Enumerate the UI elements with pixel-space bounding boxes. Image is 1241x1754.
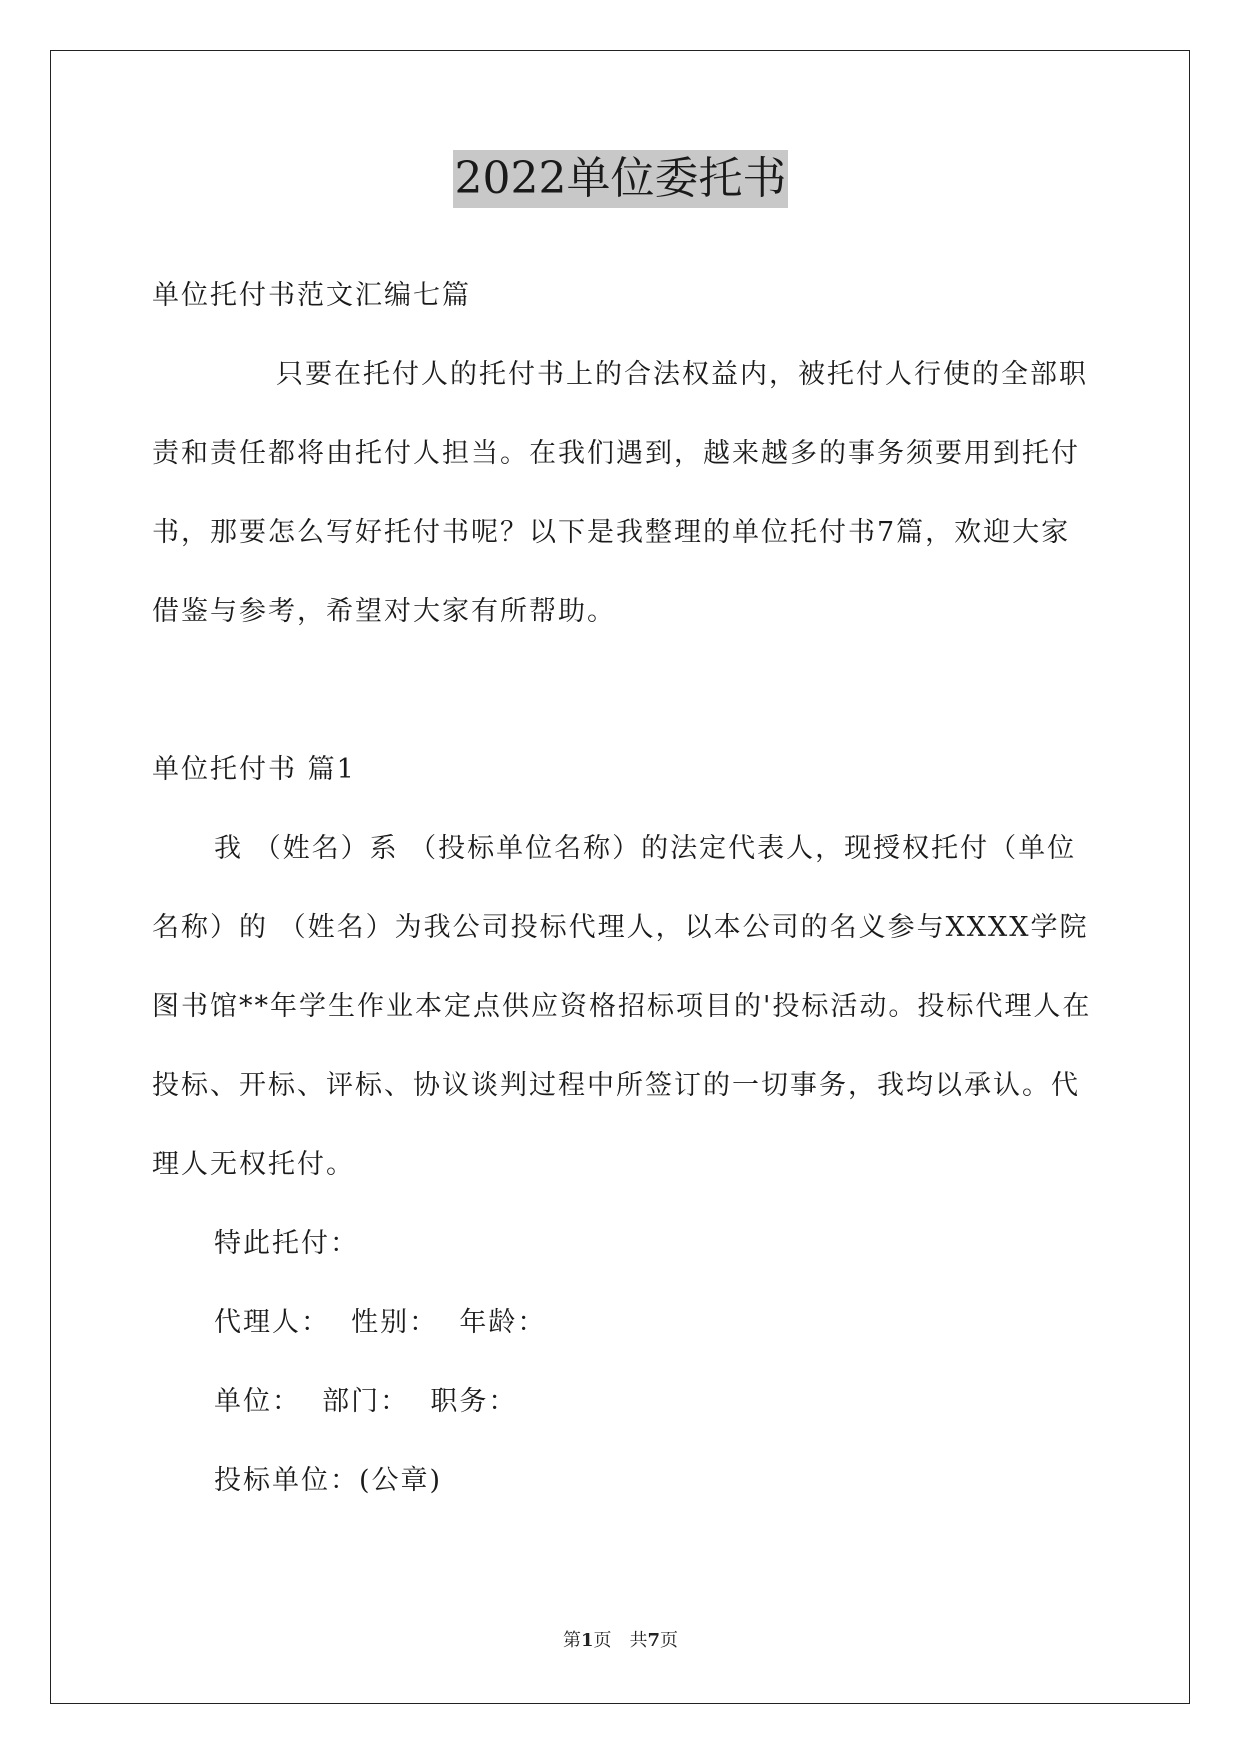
agent-fields-line: 代理人： 性别： 年龄： <box>214 1307 547 1338</box>
intro-paragraph: 只要在托付人的托付书上的合法权益内，被托付人行使的全部职责和责任都将由托付人担当。在我们遇到，越来越多的事务须要用到托付书，那要怎么写好托付书呢？以下是我整理的单位托付书7篇，欢迎大家借鉴与参考，希望对大家有所帮助。 <box>152 359 1088 627</box>
document-title: 2022单位委托书 <box>453 150 789 208</box>
total-page-number: 7 <box>647 1630 661 1651</box>
title-container <box>0 150 1241 208</box>
seal-line: 投标单位：(公章) <box>214 1465 443 1496</box>
current-page-number: 1 <box>580 1630 594 1651</box>
total-unit: 页 <box>660 1630 679 1651</box>
unit-fields-line: 单位： 部门： 职务： <box>214 1386 518 1417</box>
section-heading: 单位托付书 篇1 <box>152 754 356 785</box>
document-body <box>152 256 1092 1520</box>
page-footer <box>0 1626 1241 1652</box>
total-prefix: 共 <box>629 1630 648 1651</box>
document-subtitle: 单位托付书范文汇编七篇 <box>152 280 471 311</box>
body-paragraph: 我 （姓名）系 （投标单位名称）的法定代表人，现授权托付（单位名称）的 （姓名）为我公司投标代理人，以本公司的名义参与XXXX学院图书馆**年学生作业本定点供应资格招标项目的'投标活动。投标代理人在投标、开标、评标、协议谈判过程中所签订的一切事务，我均以承认。代理人无权托付。 <box>152 833 1092 1180</box>
page-prefix: 第 <box>562 1630 581 1651</box>
spacer <box>152 651 1092 730</box>
page-unit: 页 <box>593 1630 612 1651</box>
special-note: 特此托付： <box>214 1228 359 1259</box>
